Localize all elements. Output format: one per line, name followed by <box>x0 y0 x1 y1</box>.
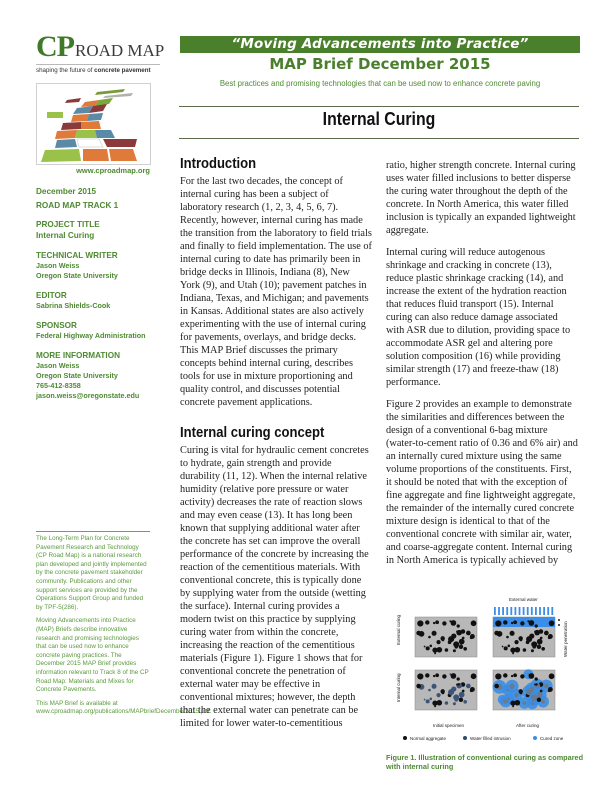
water-filled-intrusion <box>432 684 437 689</box>
body-column-1 <box>180 158 372 739</box>
logo-tagline <box>36 67 160 74</box>
title-top-rule <box>179 106 579 107</box>
tagline-bold: concrete pavement <box>94 67 151 74</box>
water-filled-intrusion <box>508 698 511 701</box>
editor-name: Sabrina Shields-Cook <box>36 301 111 310</box>
water-arrow <box>502 607 504 615</box>
normal-aggregate <box>540 690 543 693</box>
normal-aggregate <box>456 684 458 686</box>
normal-aggregate <box>471 620 477 626</box>
sponsor-heading: SPONSOR <box>36 321 77 330</box>
water-filled-intrusion <box>537 692 543 698</box>
normal-aggregate <box>459 645 463 649</box>
water-arrow <box>498 607 500 615</box>
project-title-heading: PROJECT TITLE <box>36 220 100 229</box>
initial-specimen-label: Initial specimen <box>433 723 465 728</box>
contact-affiliation: Oregon State University <box>36 371 118 380</box>
normal-aggregate <box>425 620 429 624</box>
water-filled-intrusion <box>531 702 534 705</box>
cp-road-map-description: The Long-Term Plan for Concrete Pavement Research and Technology (CP Road Map) is a national research plan developed and jointly implemented by the concrete pavement stakeholder community. Publications and other support services are provided by the Operations Support Group and funded by TPF-5(286). <box>36 535 147 611</box>
figure-1-curing-illustration <box>393 595 593 745</box>
project-title-value: Internal Curing <box>36 231 95 240</box>
normal-aggregate <box>437 700 443 706</box>
normal-aggregate <box>495 620 501 626</box>
normal-aggregate <box>504 646 508 650</box>
normal-aggregate <box>451 620 457 626</box>
road-map-illustration <box>36 83 151 165</box>
normal-aggregate <box>457 624 460 627</box>
brief-date: December 2015 <box>36 187 97 196</box>
water-arrow <box>543 607 545 615</box>
water-filled-intrusion <box>454 698 458 702</box>
normal-aggregate <box>437 647 443 653</box>
sponsor-name: Federal Highway Administration <box>36 331 146 340</box>
water-arrow <box>515 607 517 615</box>
more-information-group <box>36 350 171 401</box>
water-arrow <box>531 607 533 615</box>
normal-aggregate-swatch <box>403 736 407 740</box>
normal-aggregate <box>462 637 465 640</box>
water-arrow <box>527 607 529 615</box>
brief-metadata <box>36 186 171 410</box>
slogan-banner: “Moving Advancements into Practice” <box>180 36 580 53</box>
normal-aggregate <box>428 636 431 639</box>
normal-aggregate <box>537 698 541 702</box>
map-brief-description: Moving Advancements into Practice (MAP) Briefs describe innovative research and promising technologies that can be used now to enhance concrete paving practices. The December 2015 MAP Brief provides information relevant to Track 8 of the CP Road Map: Materials and Mixes for Concrete Pavements. <box>36 617 149 694</box>
about-blurb <box>36 531 212 722</box>
normal-aggregate <box>534 684 536 686</box>
normal-aggregate <box>425 673 429 677</box>
normal-aggregate <box>433 675 435 677</box>
water-filled-intrusion <box>445 701 449 705</box>
normal-aggregate <box>506 636 509 639</box>
water-arrow <box>494 607 496 615</box>
logo-divider <box>36 64 160 65</box>
editor-group <box>36 290 171 311</box>
technical-writer-group <box>36 250 171 281</box>
normal-aggregate <box>515 647 521 653</box>
sponsor-group <box>36 320 171 341</box>
normal-aggregate <box>424 646 426 648</box>
water-filled-intrusion <box>453 702 456 705</box>
availability-note: This MAP Brief is available at www.cproadmap.org/publications/MAPbriefDecember2015.pdf. <box>36 699 212 716</box>
brief-title: MAP Brief December 2015 <box>269 55 491 73</box>
water-penetration-label: Water penetration <box>563 621 568 657</box>
water-filled-intrusion <box>510 684 515 689</box>
water-filled-intrusion <box>424 699 426 701</box>
project-title-group <box>36 219 171 241</box>
normal-aggregate <box>515 700 521 706</box>
water-arrow <box>506 607 508 615</box>
legend-normal-aggregate-text: Normal aggregate <box>410 736 447 741</box>
external-curing-row-label: External curing <box>396 614 401 645</box>
website-url[interactable]: www.cproadmap.org <box>76 166 150 175</box>
normal-aggregate <box>445 648 449 652</box>
writer-name: Jason Weiss <box>36 261 80 270</box>
logo-road-map: ROAD MAP <box>75 41 165 60</box>
normal-aggregate <box>434 652 436 654</box>
normal-aggregate <box>454 645 458 649</box>
normal-aggregate <box>518 689 522 693</box>
column2-paragraph-1: ratio, higher strength concrete. Internal curing uses water filled inclusions to better disperse the curing water throughout the depth of the concrete. In North America, this water filled inclusion is typically an expanded lightweight aggregate. <box>386 160 576 236</box>
contact-name: Jason Weiss <box>36 361 80 370</box>
more-info-heading: MORE INFORMATION <box>36 351 120 360</box>
normal-aggregate <box>540 637 543 640</box>
water-arrow <box>547 607 549 615</box>
column2-paragraph-2: Internal curing will reduce autogenous shrinkage and cracking in concrete (13), reduce plastic shrinkage cracking (14), and increase the extent of the hydration reaction that reduces fluid transport (15). Internal curing can also reduce damage associated with ASR due to dilution, providing space to accommodate ASR gel and altering pore solution composition (16) while providing similar strength (17) and freeze-thaw (18) performance. <box>386 247 571 388</box>
introduction-heading: Introduction <box>180 156 257 172</box>
normal-aggregate <box>508 645 511 648</box>
normal-aggregate <box>513 673 517 677</box>
water-filled-intrusion <box>523 701 527 705</box>
normal-aggregate <box>520 621 524 625</box>
penetration-marker <box>558 619 560 621</box>
normal-aggregate <box>535 677 538 680</box>
water-arrow <box>551 607 553 615</box>
normal-aggregate <box>451 673 457 679</box>
water-filled-intrusion <box>514 693 518 697</box>
normal-aggregate <box>432 631 437 636</box>
normal-aggregate <box>470 687 475 692</box>
water-filled-intrusion <box>459 692 465 698</box>
brief-subtitle: Best practices and promising technologies that can be used now to enhance concrete paving <box>219 79 541 88</box>
normal-aggregate <box>440 636 444 640</box>
normal-aggregate <box>435 620 439 624</box>
normal-aggregate <box>535 624 538 627</box>
normal-aggregate <box>534 631 536 633</box>
water-filled-intrusion <box>428 689 431 692</box>
normal-aggregate <box>436 640 440 644</box>
water-filled-intrusion <box>502 699 504 701</box>
logo-wordmark <box>36 30 165 63</box>
water-arrow <box>519 607 521 615</box>
normal-aggregate <box>548 634 553 639</box>
normal-aggregate <box>549 620 555 626</box>
cured-zone-swatch <box>533 736 537 740</box>
water-filled-swatch <box>463 736 467 740</box>
water-filled-intrusion <box>506 689 509 692</box>
normal-aggregate <box>459 639 465 645</box>
editor-heading: EDITOR <box>36 291 67 300</box>
normal-aggregate <box>494 631 499 636</box>
water-filled-intrusion <box>541 700 545 704</box>
normal-aggregate <box>435 673 439 677</box>
document-title: Internal Curing <box>322 109 436 129</box>
water-filled-intrusion <box>430 698 433 701</box>
water-arrow <box>535 607 537 615</box>
water-arrow <box>523 607 525 615</box>
normal-aggregate <box>426 646 430 650</box>
normal-aggregate <box>442 621 446 625</box>
normal-aggregate <box>523 648 527 652</box>
normal-aggregate <box>531 649 534 652</box>
water-filled-intrusion <box>463 700 467 704</box>
normal-aggregate <box>453 649 456 652</box>
normal-aggregate <box>510 631 515 636</box>
normal-aggregate <box>459 698 463 702</box>
normal-aggregate <box>430 645 433 648</box>
road-map-track: ROAD MAP TRACK 1 <box>36 201 119 210</box>
introduction-paragraph: For the last two decades, the concept of internal curing has been a subject of laboratory research (1, 2, 3, 4, 5, 6, 7). Recently, however, internal curing has made the transition from the laboratory to field trials and finally to field implementation. The use of internal curing to date has primarily been in bridge decks in Illinois, Indiana (8), New York (9), and Utah (10); pavement patches in Indiana, Texas, and Michigan; and pavements in Kansas. Additional states are also actively experimenting with the use of internal curing for pavements, overlays, and bridge decks. This MAP Brief discusses the primary concepts behind internal curing, describes tools for use in mixture proportioning and quality control, and discusses potential concrete pavement applications. <box>180 176 372 408</box>
external-water-label: External water <box>509 597 538 602</box>
normal-aggregate <box>548 687 553 692</box>
cp-road-map-logo <box>36 30 165 74</box>
water-filled-intrusion <box>504 699 508 703</box>
normal-aggregate <box>471 673 477 679</box>
legend-cured-zone <box>533 736 563 741</box>
water-filled-intrusion <box>532 698 536 702</box>
concept-heading: Internal curing concept <box>180 425 325 441</box>
concept-paragraph: Curing is vital for hydraulic cement concretes to hydrate, gain strength and provide durability (11, 12). When the internal relative humidity (relative pore pressure or water activity) decreases the rate of reaction slows and may even cease (13). It has long been known that supplying additional water after the concrete has set can improve the overall performance of the concrete by increasing the reaction of the cementitious materials. With conventional concrete, this is typically done by supplying water from the outside (wetting the surface). Internal curing provides a modern twist on this practice by supplying curing water from within the concrete, increasing the reaction of the cementitious materials (Figure 1). Figure 1 shows that for conventional concrete the penetration of external water may be effective in conventional mixtures; however, the depth that the external water can penetrate can be limited for lower water-to-cementitious <box>180 445 369 729</box>
normal-aggregate <box>518 636 522 640</box>
normal-aggregate <box>537 639 543 645</box>
normal-aggregate <box>433 622 435 624</box>
water-filled-intrusion <box>436 693 440 697</box>
internal-curing-row-label: Internal curing <box>396 673 401 702</box>
normal-aggregate <box>466 631 471 636</box>
normal-aggregate <box>511 675 513 677</box>
water-filled-intrusion <box>426 699 430 703</box>
normal-aggregate <box>541 647 545 651</box>
water-arrow <box>539 607 541 615</box>
normal-aggregate <box>434 705 436 707</box>
tagline-prefix: shaping the future of <box>36 67 95 74</box>
legend-water-filled <box>463 736 511 741</box>
normal-aggregate <box>512 705 514 707</box>
normal-aggregate <box>502 646 504 648</box>
normal-aggregate <box>512 652 514 654</box>
normal-aggregate <box>495 673 501 679</box>
logo-cp: CP <box>36 30 74 63</box>
normal-aggregate <box>416 631 421 636</box>
normal-aggregate <box>537 645 541 649</box>
normal-aggregate <box>416 684 421 689</box>
normal-aggregate <box>494 684 499 689</box>
normal-aggregate <box>520 674 524 678</box>
normal-aggregate <box>440 689 444 693</box>
normal-aggregate <box>442 674 446 678</box>
water-filled-intrusion <box>448 689 454 695</box>
normal-aggregate <box>456 631 458 633</box>
water-arrow <box>510 607 512 615</box>
column2-paragraph-3: Figure 2 provides an example to demonstrate the similarities and differences between the design of a conventional 6-bag mixture (water-to-cement ratio of 0.36 and 6% air) and an internally cured mixture using the same volume proportions of the constituents. First, it should be noted that with the exception of fine aggregate and fine lightweight aggregate, the remainder of the internally cured concrete mixture design is identical to that of the conventional concrete with similar air, water, and coarse-aggregate content. Internal curing in North America is typically achieved by <box>386 399 578 566</box>
water-filled-intrusion <box>526 689 532 695</box>
normal-aggregate <box>457 677 460 680</box>
normal-aggregate <box>529 620 535 626</box>
normal-aggregate <box>417 673 423 679</box>
body-column-2 <box>386 159 578 576</box>
normal-aggregate <box>463 647 467 651</box>
legend-water-filled-text: Water filled intrusion <box>470 736 511 741</box>
water-filled-intrusion <box>544 684 549 689</box>
normal-aggregate <box>470 634 475 639</box>
normal-aggregate <box>514 640 518 644</box>
normal-aggregate <box>503 673 507 677</box>
normal-aggregate <box>511 622 513 624</box>
contact-phone: 765-412-8358 <box>36 381 81 390</box>
legend-cured-zone-text: Cured zone <box>540 736 564 741</box>
title-bottom-rule <box>179 138 579 139</box>
legend-normal-aggregate <box>403 736 446 741</box>
water-filled-intrusion <box>466 684 471 689</box>
normal-aggregate <box>544 631 549 636</box>
normal-aggregate <box>462 690 465 693</box>
normal-aggregate <box>513 620 517 624</box>
normal-aggregate <box>529 673 535 679</box>
normal-aggregate <box>448 636 454 642</box>
normal-aggregate <box>417 620 423 626</box>
contact-email[interactable]: jason.weiss@oregonstate.edu <box>36 391 140 400</box>
figure-1-caption: Figure 1. Illustration of conventional curing as compared with internal curing <box>386 753 584 771</box>
writer-affiliation: Oregon State University <box>36 271 118 280</box>
normal-aggregate <box>532 645 536 649</box>
penetration-marker <box>558 624 560 626</box>
figure-graphic <box>393 595 593 745</box>
technical-writer-heading: TECHNICAL WRITER <box>36 251 118 260</box>
date-track-group <box>36 186 171 211</box>
normal-aggregate <box>549 673 555 679</box>
normal-aggregate <box>526 636 532 642</box>
normal-aggregate <box>503 620 507 624</box>
after-curing-label: After curing <box>516 723 540 728</box>
